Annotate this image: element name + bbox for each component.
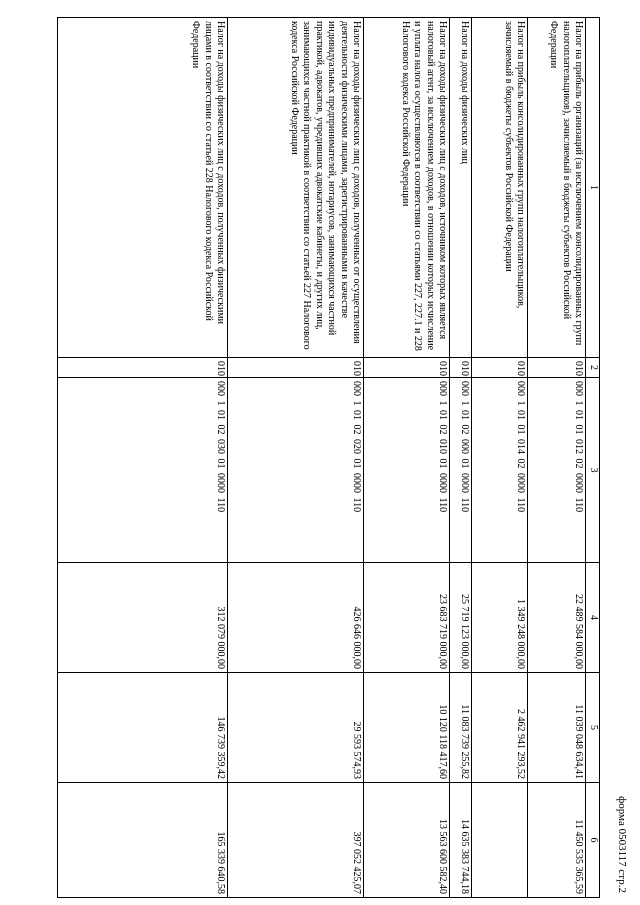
- row-executed: 11 083 739 255,82: [450, 673, 472, 783]
- row-approved: 312 079 000,00: [58, 563, 228, 673]
- table-row: [472, 18, 528, 898]
- row-budget-code: 000 1 01 01 014 02 0000 110: [472, 378, 528, 563]
- header-cell: 6: [586, 783, 600, 898]
- header-row: [586, 18, 600, 898]
- row-line-code: 010: [228, 358, 364, 378]
- report-table: [58, 17, 601, 898]
- header-cell: 2: [586, 358, 600, 378]
- row-unexecuted: [472, 783, 528, 898]
- row-name: Налог на доходы физических лиц с доходов, полученных от осуществления деятельности физическими лицами, зарегистрированными в качестве индивидуальных предпринимателей, нотариусов, занимающихся частной практикой, адвокатов, учредивших адвокатские кабинеты, и других лиц, занимающихся частной практикой в соответствии со статьей 227 Налогового кодекса Российской Федерации: [228, 18, 364, 358]
- row-executed: 10 120 118 417,60: [364, 673, 450, 783]
- row-unexecuted: 397 052 425,07: [228, 783, 364, 898]
- header-cell: 3: [586, 378, 600, 563]
- row-executed: 11 039 048 634,41: [528, 673, 586, 783]
- row-budget-code: 000 1 01 02 010 01 0000 110: [364, 378, 450, 563]
- table-row: [58, 18, 228, 898]
- row-name: Налог на прибыль организаций (за исключением консолидированных групп налогоплательщиков), зачисляемый в бюджеты субъектов Российской Федерации: [528, 18, 586, 358]
- row-approved: 22 489 584 000,00: [528, 563, 586, 673]
- row-budget-code: 000 1 01 01 012 02 0000 110: [528, 378, 586, 563]
- row-executed: 146 739 359,42: [58, 673, 228, 783]
- row-line-code: 010: [364, 358, 450, 378]
- row-name: Налог на доходы физических лиц с доходов, источником которых является налоговый агент, за исключением доходов, в отношении которых исчисление и уплата налога осуществляются в соответствии со статьями 227, 227.1 и 228 Налогового кодекса Российской Федерации: [364, 18, 450, 358]
- row-name: Налог на прибыль консолидированных групп налогоплательщиков, зачисляемый в бюджеты субъектов Российской Федерации: [472, 18, 528, 358]
- row-unexecuted: 11 450 535 365,59: [528, 783, 586, 898]
- row-line-code: 010: [528, 358, 586, 378]
- row-approved: 25 719 123 000,00: [450, 563, 472, 673]
- row-name: Налог на доходы физических лиц: [450, 18, 472, 358]
- row-unexecuted: 165 339 640,58: [58, 783, 228, 898]
- form-note: форма 0503117 стр.2: [616, 796, 628, 893]
- row-unexecuted: 13 563 600 582,40: [364, 783, 450, 898]
- row-approved: 426 646 000,00: [228, 563, 364, 673]
- table-row: [364, 18, 450, 898]
- row-approved: 1 349 248 000,00: [472, 563, 528, 673]
- row-approved: 23 683 719 000,00: [364, 563, 450, 673]
- row-line-code: 010: [472, 358, 528, 378]
- header-cell: 1: [586, 18, 600, 358]
- row-budget-code: 000 1 01 02 030 01 0000 110: [58, 378, 228, 563]
- table-row: [450, 18, 472, 898]
- row-budget-code: 000 1 01 02 020 01 0000 110: [228, 378, 364, 563]
- report-table-region: [60, 17, 600, 897]
- row-name: Налог на доходы физических лиц с доходов, полученных физическими лицами в соответствии со статьей 228 Налогового кодекса Российской Федерации: [58, 18, 228, 358]
- row-executed: 2 462 941 293,52: [472, 673, 528, 783]
- table-row: [228, 18, 364, 898]
- row-line-code: 010: [450, 358, 472, 378]
- row-line-code: 010: [58, 358, 228, 378]
- form-note-region: [610, 0, 630, 905]
- row-executed: 29 593 574,93: [228, 673, 364, 783]
- header-cell: 4: [586, 563, 600, 673]
- header-cell: 5: [586, 673, 600, 783]
- table-row: [528, 18, 586, 898]
- row-unexecuted: 14 635 383 744,18: [450, 783, 472, 898]
- row-budget-code: 000 1 01 02 000 01 0000 110: [450, 378, 472, 563]
